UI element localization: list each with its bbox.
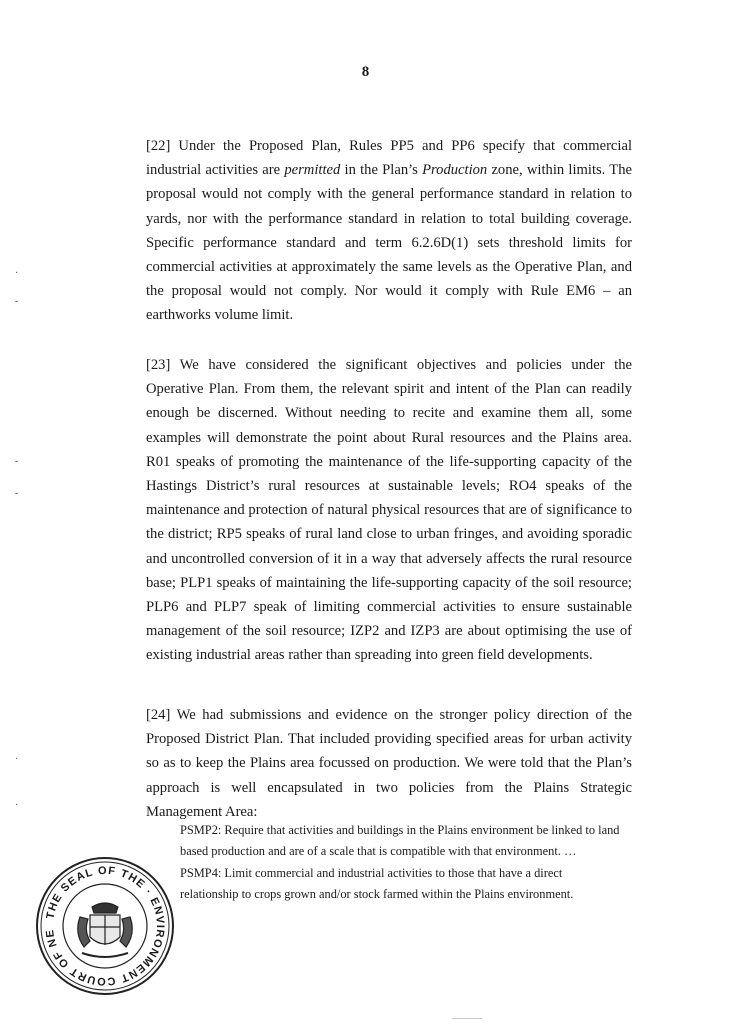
margin-dot: · (15, 800, 19, 811)
seal-emblem-icon (34, 855, 176, 997)
paragraph-22-emphasis-production: Production (422, 162, 488, 179)
paragraph-22-text: in the Plan’s (340, 162, 423, 179)
margin-dot: - (15, 488, 19, 499)
page-number: 8 (361, 64, 370, 80)
margin-dot: - (15, 456, 19, 467)
policy-quote-psmp4: PSMP4: Limit commercial and industrial activities to those that have a direct relationship to crops grown and/or stock farmed within the Plains environment. (180, 866, 574, 902)
margin-dot: - (15, 296, 19, 307)
environment-court-seal (34, 855, 176, 997)
paragraph-22-text: zone, within limits. The proposal would not comply with the general performance standard in relation to yards, nor with the performance standard in relation to total building coverage. Specific performance standard and term 6.2.6D(1) sets threshold limits for commercial activities at approximately the same levels as the Operative Plan, and the proposal would not comply. Nor would it comply with Rule EM6 – an earthworks volume limit. (146, 162, 632, 324)
margin-dot: · (15, 268, 19, 279)
paragraph-22-text: [22] Under the Proposed Plan, Rules PP5 and PP6 specify that commercial industrial activities are (146, 138, 632, 179)
paragraph-24: [24] We had submissions and evidence on the stronger policy direction of the Proposed District Plan. That included providing specified areas for urban activity so as to keep the Plains area focussed on production. We were told that the Plan’s approach is well encapsulated in two policies from the Plains Strategic Management Area: (146, 707, 632, 820)
svg-text:THE SEAL OF THE · ENVIRONMENT: THE SEAL OF THE · ENVIRONMENT COURT OF NE (43, 864, 167, 988)
paragraph-22-emphasis-permitted: permitted (284, 162, 341, 179)
scan-edge-mark (452, 1018, 482, 1019)
policy-quote-psmp2: PSMP2: Require that activities and buildings in the Plains environment be linked to land based production and are of a scale that is compatible with that environment. … (180, 823, 620, 859)
paragraph-23: [23] We have considered the significant objectives and policies under the Operative Plan. From them, the relevant spirit and intent of the Plan can readily enough be discerned. Without needing to recite and examine them all, some examples will demonstrate the point about Rural resources and the Plains area. R01 speaks of promoting the maintenance of the life-supporting capacity of the Hastings District’s rural resources at sustainable levels; RO4 speaks of the maintenance and protection of natural physical resources that are of significance to the district; RP5 speaks of rural land close to urban fringes, and avoiding sporadic and uncontrolled conversion of it in a way that adversely affects the rural resource base; PLP1 speaks of maintaining the life-supporting capacity of the soil resource; PLP6 and PLP7 speak of limiting commercial activities to ensure sustainable management of the soil resource; IZP2 and IZP3 are about optimising the use of existing industrial areas rather than spreading into green field developments. (146, 357, 632, 664)
margin-dot: · (15, 754, 19, 765)
paragraph-22 (146, 134, 632, 328)
